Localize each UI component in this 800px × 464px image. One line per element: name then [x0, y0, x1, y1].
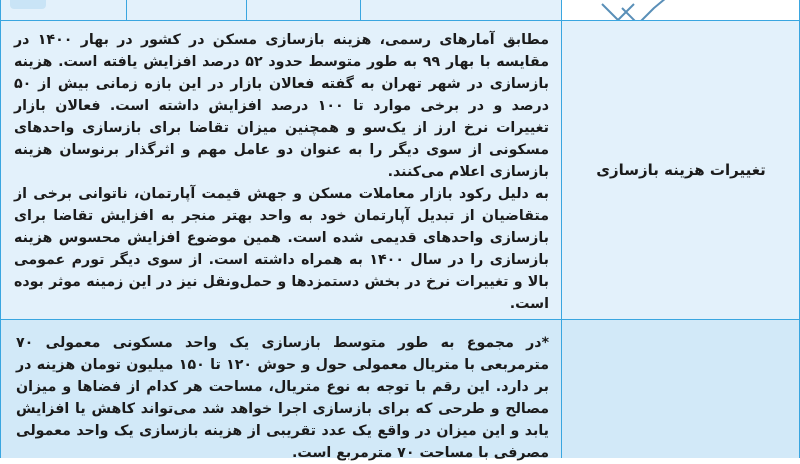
grid-line: [561, 0, 562, 458]
prev-row-cell-2: [127, 0, 246, 20]
grid-line: [0, 319, 800, 320]
row-1-label: تغییرات هزینه بازسازی: [596, 161, 766, 179]
row-2-paragraph-1: *در مجموع به طور متوسط بازسازی یک واحد مسکونی معمولی ۷۰ مترمربعی با متریال معمولی حول و حوش ۱۲۰ تا ۱۵۰ میلیون تومان هزینه در بر دارد. این رقم با توجه به نوع متریال، مساحت هر کدام از فضاها و میزان مصالح و طرحی که برای بازسازی اجرا خواهد شد می‌تواند کاهش یا افزایش یابد و این میزان در واقع یک عدد تقریبی از هزینه بازسازی یک واحد معمولی مصرفی با مساحت ۷۰ مترمربع است.: [16, 335, 549, 461]
row-1-paragraph-2: به دلیل رکود بازار معاملات مسکن و جهش قیمت آپارتمان، ناتوانی برخی از متقاضیان از تبدیل آپارتمان خود به واحد بهتر منجر به افزایش تقاضا برای بازسازی واحدهای قدیمی شده است. همین موضوع افزایش محسوس هزینه بازسازی را در سال ۱۴۰۰ به همراه داشته است. از سوی دیگر تورم عمومی بالا و تغییرات نرخ در بخش دستمزدها و حمل‌ونقل نیز در این زمینه موثر بوده است.: [14, 186, 549, 312]
grid-line: [360, 0, 361, 20]
row-2-label-cell: [562, 320, 800, 458]
row-1-label-cell: [562, 21, 800, 319]
prev-row-cell-4: [361, 0, 561, 20]
grid-line: [0, 20, 800, 21]
row-2-description: [0, 320, 561, 461]
prev-row-cell-3: [247, 0, 360, 20]
prev-row-badge: [10, 0, 46, 9]
row-1-description: [0, 21, 561, 319]
grid-line: [126, 0, 127, 20]
grid-line: [246, 0, 247, 20]
row-1-paragraph-1: مطابق آمارهای رسمی، هزینه بازسازی مسکن در کشور در بهار ۱۴۰۰ در مقایسه با بهار ۹۹ به طور متوسط حدود ۵۲ درصد افزایش یافته است. هزینه بازسازی در شهر تهران به گفته فعالان بازار در این بازه زمانی بیش از ۵۰ درصد و در برخی موارد تا ۱۰۰ درصد افزایش داشته است. فعالان بازار تغییرات نرخ ارز از یک‌سو و همچنین میزان تقاضا برای بازسازی واحدهای مسکونی از سوی دیگر را به عنوان دو عامل مهم و اثرگذار برنوسان هزینه بازسازی اعلام می‌کنند.: [14, 32, 549, 180]
grid-line: [0, 0, 1, 458]
